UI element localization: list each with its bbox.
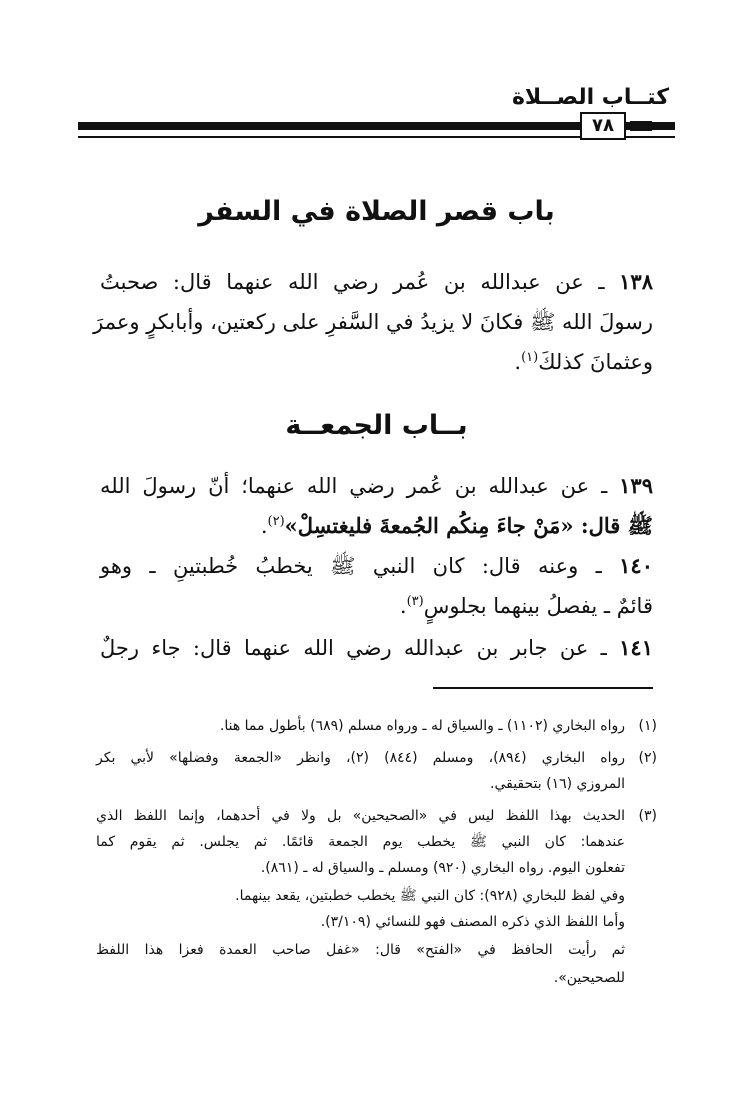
footnote-line: وفي لفظ للبخاري (٩٢٨): كان النبي ﷺ يخطب خطبتين، يقعد بينهما. (235, 888, 625, 904)
full-stop: . (260, 514, 268, 538)
hadith-line (100, 264, 653, 300)
hadith-text: ـ وعنه قال: كان النبي ﷺ يخطبُ خُطبتينِ ـ وهو (100, 554, 602, 578)
footnote-line: رواه البخاري (٨٩٤)، ومسلم (٨٤٤) (٢)، وانظر «الجمعة وفضلها» لأبي بكر (96, 750, 626, 766)
hadith-text: ـ عن عبدالله بن عُمر رضي الله عنهما؛ أنّ رسولَ الله (100, 474, 608, 498)
hadith-text: رسولَ الله ﷺ فكانَ لا يزيدُ في السَّفرِ على ركعتين، وأبابكرٍ وعمرَ (93, 310, 653, 334)
page-number-dash (630, 121, 652, 124)
hadith-text: ﷺ قال: «مَنْ جاءَ مِنكُم الجُمعةَ فليغتسِلْ» (284, 513, 653, 538)
hadith-line (100, 508, 653, 544)
footnote-separator (433, 687, 653, 689)
hadith-text: ـ عن جابر بن عبدالله رضي الله عنهما قال: جاء رجلٌ (100, 636, 607, 660)
hadith-number: ١٣٨ (619, 269, 653, 294)
footnote-line: وأما اللفظ الذي ذكره المصنف فهو للنسائي (٣/١٠٩). (320, 914, 625, 930)
hadith-line (100, 344, 653, 380)
page-number-dash (630, 128, 652, 131)
footnote-line: رواه البخاري (١١٠٢) ـ والسياق له ـ ورواه مسلم (٦٨٩) بأطول مما هنا. (219, 718, 625, 734)
hadith-text: قائمٌ ـ يفصلُ بينهما بجلوسٍ (423, 594, 653, 618)
footnote-marker: (٢) (638, 750, 657, 766)
footnote-line: للصحيحين». (553, 970, 625, 986)
footnote-reference: (٢) (267, 514, 285, 529)
hadith-text: وعثمانَ كذلكَ (538, 350, 653, 374)
hadith-line (93, 304, 653, 340)
section-heading: بــاب الجمعــة (285, 410, 468, 441)
footnote-line: عندهما: كان النبي ﷺ يخطب يوم الجمعة قائمًا. ثم يجلس. ثم يقوم كما (96, 834, 625, 850)
footnote-reference: (٣) (406, 594, 424, 609)
footnote-line: تفعلون اليوم. رواه البخاري (٩٢٠) ومسلم ـ والسياق له ـ (٨٦١). (260, 860, 625, 876)
page-number: ٧٨ (580, 112, 626, 140)
hadith-line (100, 468, 653, 504)
hadith-line (100, 630, 653, 666)
footnote-line: المروزي (١٦) بتحقيقي. (490, 776, 625, 792)
footnote-reference: (١) (521, 350, 539, 365)
footnote-line: ثم رأيت الحافظ في «الفتح» قال: «غفل صاحب العمدة فعزا هذا اللفظ (96, 942, 625, 958)
hadith-line (100, 548, 653, 584)
hadith-line (100, 588, 653, 624)
hadith-number: ١٤١ (619, 635, 653, 660)
section-heading: باب قصر الصلاة في السفر (198, 196, 555, 227)
footnote-line: الحديث بهذا اللفظ ليس في «الصحيحين» بل ولا في أحدهما، وإنما اللفظ الذي (96, 808, 625, 824)
full-stop: . (399, 594, 407, 618)
footnote-marker: (٣) (638, 808, 657, 824)
footnote-marker: (١) (638, 718, 657, 734)
hadith-number: ١٣٩ (619, 473, 653, 498)
full-stop: . (514, 350, 522, 374)
hadith-text: ـ عن عبدالله بن عُمر رضي الله عنهما قال: صحبتُ (100, 270, 605, 294)
running-title: كتــاب الصــلاة (511, 85, 669, 110)
hadith-number: ١٤٠ (619, 553, 653, 578)
